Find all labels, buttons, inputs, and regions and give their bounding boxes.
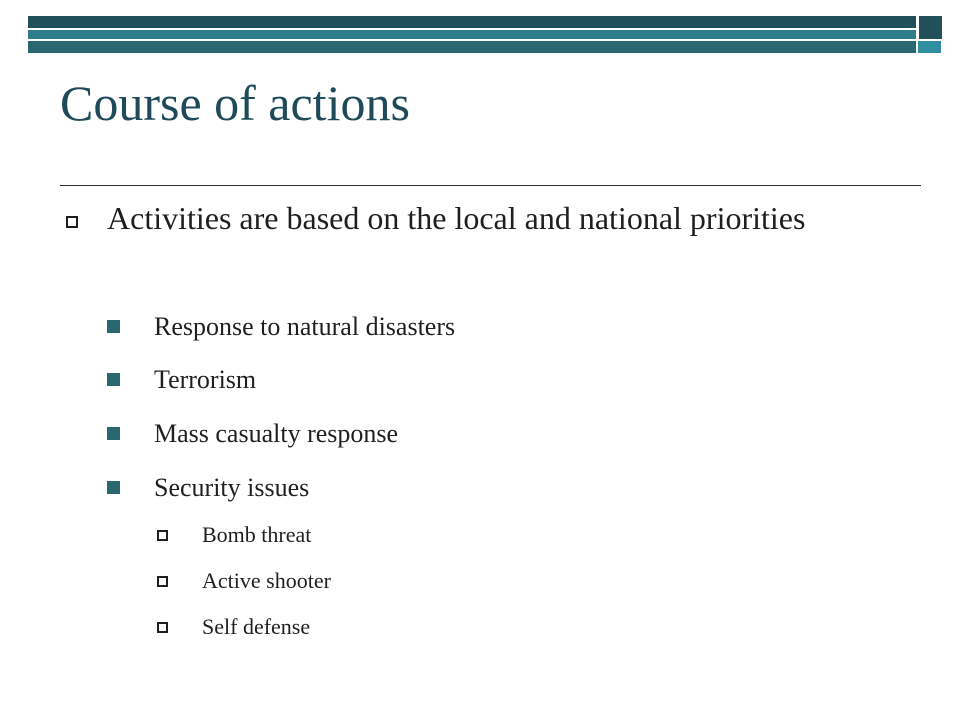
sub-bullet-terrorism bbox=[107, 365, 256, 395]
hollow-square-bullet-icon bbox=[157, 530, 168, 541]
sub-bullet-text: Security issues bbox=[154, 473, 310, 502]
header-bar-dark bbox=[28, 16, 916, 28]
sub-bullet-mass-casualty bbox=[107, 419, 398, 449]
filled-square-bullet-icon bbox=[107, 481, 120, 494]
security-item-text: Active shooter bbox=[202, 568, 331, 593]
filled-square-bullet-icon bbox=[107, 320, 120, 333]
security-item-text: Self defense bbox=[202, 614, 311, 639]
filled-square-bullet-icon bbox=[107, 427, 120, 440]
sub-bullet-text: Mass casualty response bbox=[154, 419, 399, 448]
hollow-square-bullet-icon bbox=[157, 622, 168, 633]
security-item-active-shooter bbox=[157, 568, 331, 594]
security-item-text: Bomb threat bbox=[202, 522, 312, 547]
title-divider bbox=[60, 185, 921, 186]
header-square-dark bbox=[918, 16, 942, 39]
sub-bullet-natural-disasters bbox=[107, 312, 455, 342]
decorative-header-bar bbox=[28, 16, 941, 54]
main-bullet-text: Activities are based on the local and national priorities bbox=[107, 200, 806, 236]
sub-bullet-security-issues bbox=[107, 473, 309, 503]
hollow-square-bullet-icon bbox=[157, 576, 168, 587]
security-item-bomb-threat bbox=[157, 522, 311, 548]
main-bullet bbox=[64, 196, 884, 240]
header-bar-teal bbox=[28, 41, 916, 53]
sub-bullet-text: Terrorism bbox=[154, 365, 257, 394]
security-item-self-defense bbox=[157, 614, 310, 640]
slide-title: Course of actions bbox=[60, 75, 410, 131]
filled-square-bullet-icon bbox=[107, 373, 120, 386]
hollow-square-bullet-icon bbox=[66, 216, 78, 228]
sub-bullet-text: Response to natural disasters bbox=[154, 312, 456, 341]
header-square-teal bbox=[918, 41, 941, 53]
header-bar-mid bbox=[28, 30, 916, 39]
